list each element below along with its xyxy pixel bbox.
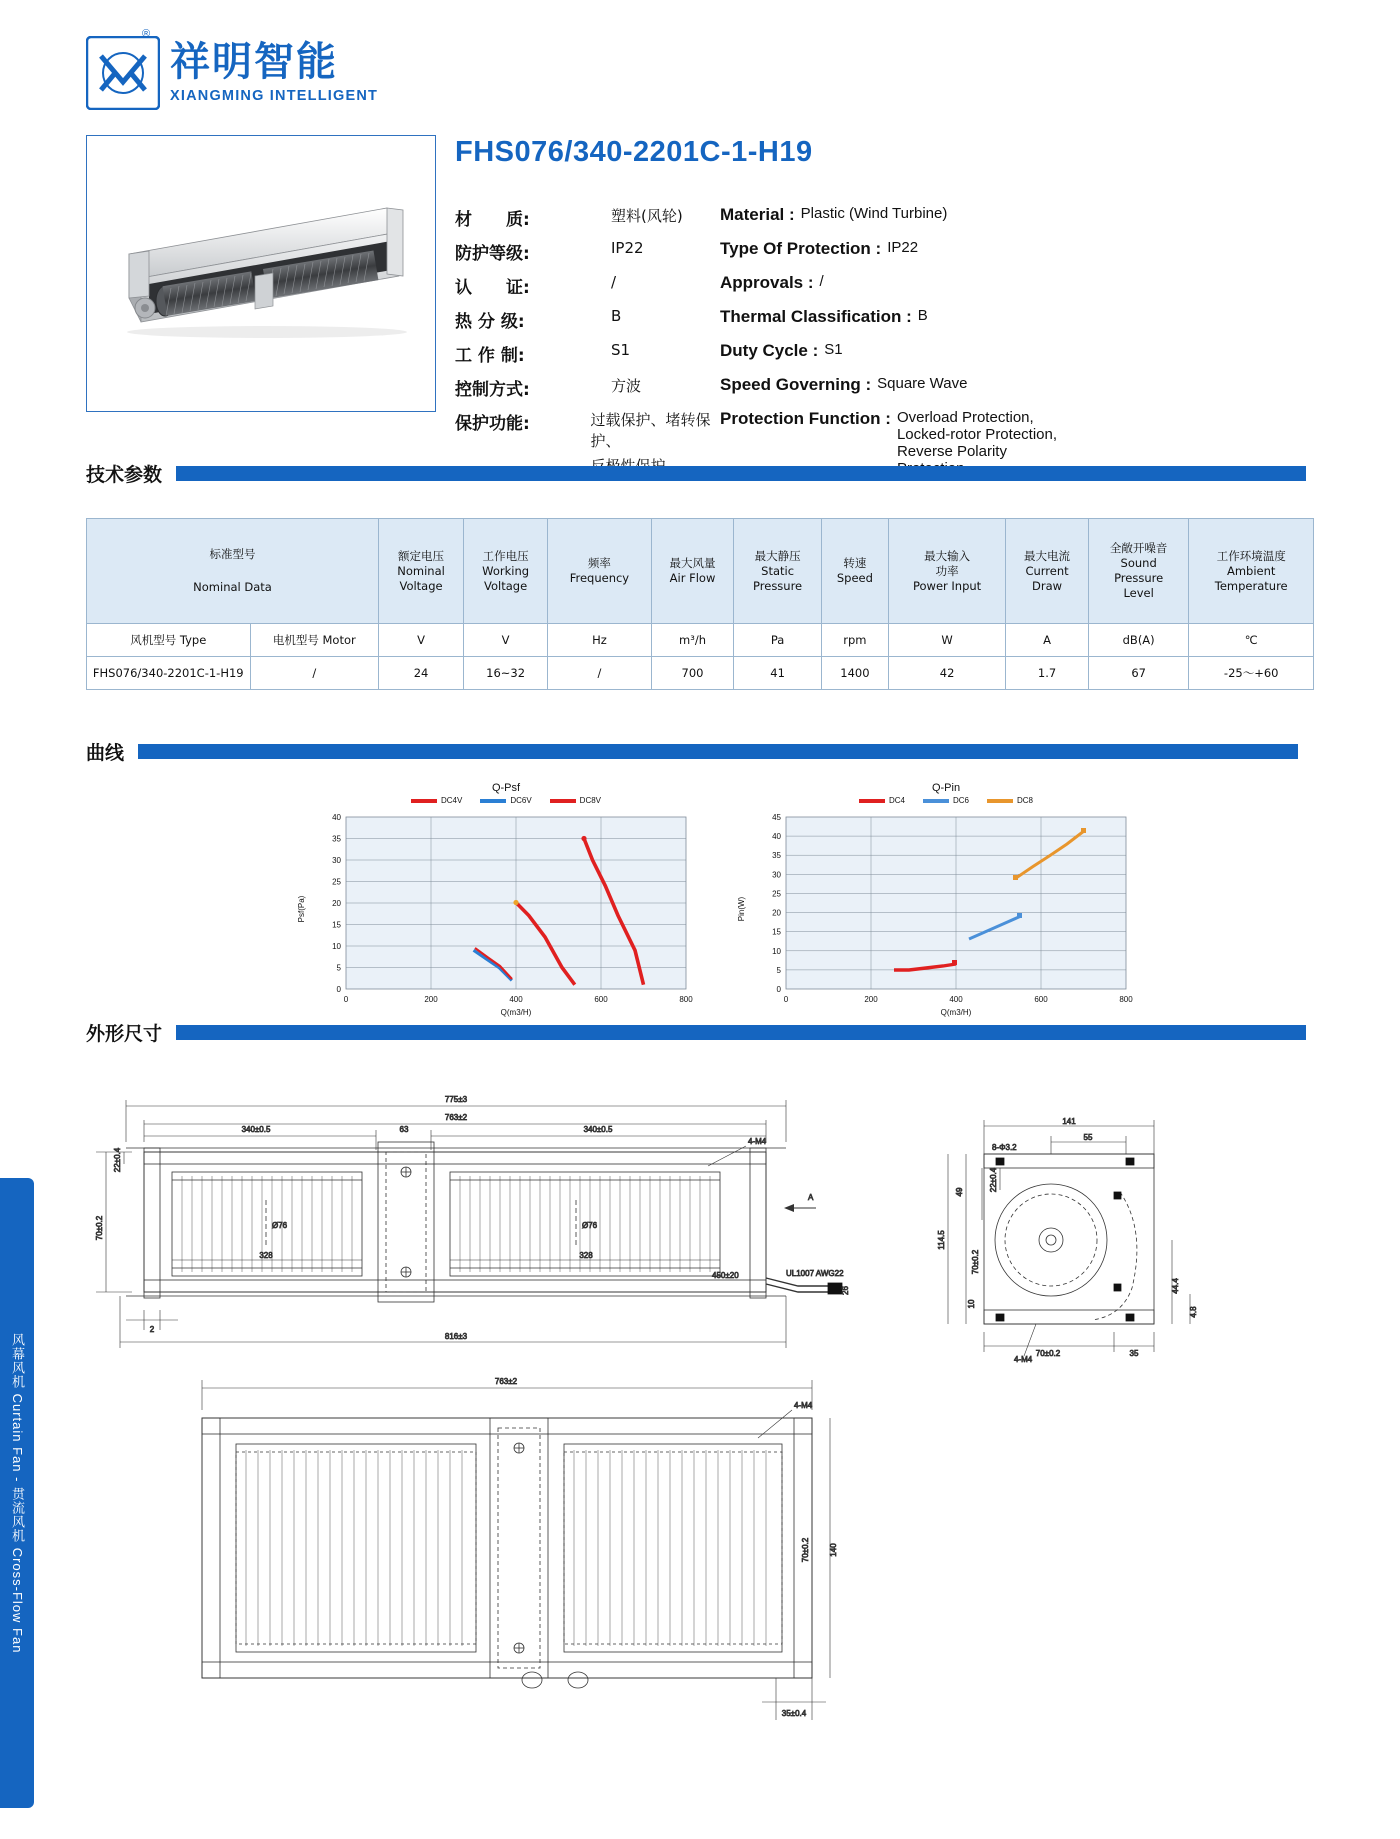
unit-cell: ℃ [1189,624,1314,657]
header-nominal-voltage [379,519,464,624]
spec-en-label: Thermal Classification : [720,307,912,326]
brand-name-cn: 祥明智能 [170,39,338,85]
cell-current-draw: 1.7 [1006,657,1089,690]
unit-cell: Hz [548,624,652,657]
svg-text:25: 25 [772,889,781,899]
side-tab [0,1178,34,1808]
spec-en-label: Material : [720,205,795,224]
svg-text:40: 40 [332,813,341,822]
spec-en-value: B [917,307,928,324]
svg-text:200: 200 [424,995,438,1004]
table-unit-row [87,624,1314,657]
spec-cn-value: 过载保护、堵转保护、 [590,411,711,450]
unit-cell: rpm [821,624,888,657]
spec-en-value-line2: Locked-rotor Protection, [896,426,1058,443]
svg-text:600: 600 [594,995,608,1004]
unit-cell: dB(A) [1088,624,1189,657]
header-en1: Nominal [397,563,445,578]
spec-en-value: S1 [824,341,843,358]
svg-text:70±0.2: 70±0.2 [95,1215,104,1241]
spec-cn-value: S1 [611,341,631,359]
unit-cell: 电机型号 Motor [250,624,378,657]
svg-text:40: 40 [772,832,781,842]
svg-text:0: 0 [343,995,349,1004]
svg-text:800: 800 [1119,995,1133,1004]
svg-text:63: 63 [399,1125,409,1134]
section-title: 技术参数 [86,464,163,486]
legend-swatch [859,799,885,803]
svg-text:10: 10 [967,1299,976,1309]
cell-type: FHS076/340-2201C-1-H19 [87,657,251,690]
legend-item [411,796,462,805]
svg-text:49: 49 [955,1187,964,1197]
header-cn: 全敞开噪音 [1109,541,1168,555]
chart-q-pin [726,782,1166,1032]
chart-title: Q-Psf [491,782,521,794]
svg-text:4.8: 4.8 [1189,1306,1198,1318]
svg-text:141: 141 [1062,1117,1076,1126]
cell-speed: 1400 [821,657,888,690]
header-cn: 工作电压 [482,548,529,563]
svg-text:20: 20 [332,899,341,908]
header-en1: Static [761,563,795,578]
spec-list [455,205,1335,486]
header-en1: Ambient [1226,563,1276,578]
svg-text:340±0.5: 340±0.5 [241,1125,271,1134]
header-air-flow [651,519,734,624]
logo-mark-icon [86,36,160,110]
svg-text:25: 25 [332,877,341,887]
svg-text:70±0.2: 70±0.2 [1035,1349,1061,1358]
section-bar [138,744,1298,759]
chart-xlabel: Q(m3/H) [500,1008,532,1017]
svg-text:44.4: 44.4 [1171,1278,1180,1294]
header-en2: Pressure [753,578,803,593]
svg-text:22±0.4: 22±0.4 [989,1167,998,1193]
tech-params-table [86,518,1314,690]
spec-row [455,273,1335,298]
page-title: FHS076/340-2201C-1-H19 [455,136,813,168]
cell-static-pressure: 41 [734,657,821,690]
svg-text:600: 600 [1034,995,1048,1004]
svg-text:763±2: 763±2 [444,1113,468,1122]
table-row [87,657,1314,690]
section-dimensions [86,1019,1314,1046]
header-cn: 标准型号 [209,547,256,561]
spec-row [455,239,1335,264]
header-sound-pressure [1088,519,1189,624]
svg-text:800: 800 [679,995,693,1004]
spec-en-value: IP22 [887,239,919,256]
spec-cn-value: 塑料(风轮) [611,207,683,225]
curve-charts [86,782,1314,1032]
legend-label: DC4 [888,796,905,805]
svg-text:22±0.4: 22±0.4 [113,1147,122,1173]
legend-item [859,796,905,805]
chart-xlabel: Q(m3/H) [940,1008,972,1017]
header-working-voltage [464,519,548,624]
header-cn2: 功率 [935,563,959,578]
header-cn: 工作环境温度 [1216,548,1286,563]
header-cn: 最大风量 [669,556,716,570]
svg-text:775±3: 775±3 [444,1095,468,1104]
side-tab-label: 风幕风机 Curtain Fan - 贯流风机 Cross-Flow Fan [10,1332,25,1654]
svg-text:30: 30 [772,870,781,880]
chart-ylabel: Psf(Pa) [297,895,306,923]
cell-ambient-temperature: -25～+60 [1189,657,1314,690]
svg-text:450±20: 450±20 [712,1271,739,1280]
legend-label: DC6V [510,796,532,805]
svg-text:35: 35 [332,834,341,844]
header-power-input [888,519,1005,624]
spec-cn-value: / [611,273,617,291]
header-en2: Draw [1032,578,1063,593]
svg-text:10: 10 [772,946,781,956]
spec-row [455,375,1335,400]
svg-text:400: 400 [949,995,963,1004]
header-ambient-temperature [1189,519,1314,624]
section-bar [176,466,1306,481]
section-tech-params [86,460,1314,487]
svg-text:114.5: 114.5 [937,1230,946,1250]
spec-cn-label: 热 分 级: [455,312,525,332]
svg-text:4-M4: 4-M4 [794,1401,813,1410]
svg-text:140: 140 [829,1543,838,1557]
svg-text:45: 45 [772,813,781,822]
header-en1: Power Input [912,578,982,593]
chart-ylabel: Pin(W) [737,896,746,922]
section-title: 曲线 [86,742,125,764]
unit-cell: 风机型号 Type [87,624,251,657]
header-speed [821,519,888,624]
chart-legend [286,796,726,805]
header-frequency [548,519,652,624]
unit-cell: A [1006,624,1089,657]
svg-text:Ø76: Ø76 [272,1221,288,1230]
legend-item [550,796,601,805]
chart-legend [726,796,1166,805]
header-en2: Pressure [1114,571,1164,585]
spec-cn-label: 工 作 制: [455,346,525,366]
unit-cell: W [888,624,1005,657]
svg-text:35: 35 [772,851,781,861]
spec-en-value: Plastic (Wind Turbine) [800,205,948,222]
cell-frequency: / [548,657,652,690]
svg-text:763±2: 763±2 [494,1377,518,1386]
svg-text:15: 15 [332,920,341,930]
header-en2: Temperature [1214,578,1288,593]
cell-motor: / [250,657,378,690]
svg-text:55: 55 [1083,1133,1093,1142]
header-en1: Working [482,563,530,578]
legend-label: DC8 [1017,796,1034,805]
chart-title: Q-Pin [931,782,961,794]
header-en3: Level [1123,586,1154,600]
spec-row [455,205,1335,230]
header-cn: 频率 [587,556,611,570]
legend-swatch [987,799,1013,803]
svg-text:A: A [808,1193,814,1202]
unit-cell: V [464,624,548,657]
spec-en-label: Approvals : [720,273,814,292]
header-static-pressure [734,519,821,624]
legend-label: DC6 [952,796,969,805]
spec-row [455,307,1335,332]
svg-text:816±3: 816±3 [444,1332,468,1341]
svg-text:340±0.5: 340±0.5 [583,1125,613,1134]
legend-swatch [550,799,576,803]
header-en1: Speed [836,571,873,585]
svg-text:2: 2 [149,1325,155,1334]
svg-text:20: 20 [772,908,781,918]
legend-item [987,796,1033,805]
svg-text:70±0.2: 70±0.2 [971,1249,980,1275]
unit-cell: m³/h [651,624,734,657]
brand-logo [86,36,378,110]
spec-cn-label: 防护等级: [455,244,530,264]
svg-text:35: 35 [1129,1349,1139,1358]
svg-text:400: 400 [509,995,523,1004]
legend-item [480,796,531,805]
legend-label: DC8V [579,796,602,805]
registered-mark: ® [142,28,151,40]
header-cn: 最大输入 [924,548,971,563]
legend-item [923,796,969,805]
spec-en-label: Speed Governing : [720,375,872,394]
spec-cn-value: IP22 [611,239,644,257]
header-en1: Sound [1120,556,1157,570]
svg-text:70±0.2: 70±0.2 [801,1537,810,1563]
cell-working-voltage: 16~32 [464,657,548,690]
svg-text:328: 328 [579,1251,593,1260]
svg-text:328: 328 [259,1251,273,1260]
spec-cn-label: 保护功能: [455,414,530,434]
header-en1: Current [1025,563,1069,578]
spec-en-label: Duty Cycle : [720,341,819,360]
section-title: 外形尺寸 [86,1023,163,1045]
svg-text:UL1007 AWG22: UL1007 AWG22 [786,1269,844,1278]
header-cn: 额定电压 [398,548,445,563]
svg-text:200: 200 [864,995,878,1004]
spec-cn-label: 认 证: [455,278,530,298]
header-current-draw [1006,519,1089,624]
spec-en-label: Protection Function : [720,409,891,428]
spec-en-value: / [819,273,824,290]
legend-swatch [480,799,506,803]
cell-sound-pressure: 67 [1088,657,1189,690]
svg-text:35±0.4: 35±0.4 [781,1709,807,1718]
chart-canvas [286,809,726,1019]
header-en2: Voltage [484,578,528,593]
svg-text:5: 5 [776,965,781,975]
svg-text:4-M4: 4-M4 [748,1137,767,1146]
svg-text:8-Φ3.2: 8-Φ3.2 [992,1143,1017,1152]
spec-en-value: Square Wave [877,375,968,392]
spec-cn-label: 控制方式: [455,380,530,400]
svg-text:15: 15 [772,927,781,937]
cell-nominal-voltage: 24 [379,657,464,690]
header-en1: Air Flow [669,571,716,585]
header-en: Nominal Data [193,580,272,594]
table-header-row [87,519,1314,624]
legend-swatch [923,799,949,803]
header-en1: Frequency [569,571,630,585]
header-cn: 转速 [843,556,867,570]
spec-en-value: Overload Protection, [896,409,1034,426]
spec-cn-value: B [611,307,622,325]
svg-text:5: 5 [336,963,341,973]
unit-cell: V [379,624,464,657]
cell-air-flow: 700 [651,657,734,690]
svg-text:10: 10 [332,942,341,951]
svg-text:0: 0 [336,985,341,994]
spec-row [455,341,1335,366]
svg-text:0: 0 [776,985,781,994]
legend-swatch [411,799,437,803]
header-cn: 最大静压 [754,548,801,563]
legend-label: DC4V [440,796,463,805]
svg-text:Ø76: Ø76 [582,1221,598,1230]
product-photo [86,135,436,412]
header-nominal-data [87,519,379,624]
brand-name-en: XIANGMING INTELLIGENT [170,88,379,104]
svg-text:26: 26 [841,1286,850,1295]
header-cn: 最大电流 [1024,548,1071,563]
unit-cell: Pa [734,624,821,657]
header-en2: Voltage [399,578,443,593]
spec-cn-value: 方波 [611,377,642,395]
svg-text:30: 30 [332,856,341,865]
chart-canvas [726,809,1166,1019]
section-curves [86,738,1314,765]
spec-en-value-line3: Reverse Polarity [896,443,1007,460]
cell-power-input: 42 [888,657,1005,690]
chart-q-psf [286,782,726,1032]
svg-text:0: 0 [783,995,789,1004]
spec-cn-label: 材 质: [455,210,530,230]
section-bar [176,1025,1306,1040]
dimension-drawings [86,1080,1314,1780]
spec-en-label: Type Of Protection : [720,239,882,258]
svg-text:4-M4: 4-M4 [1014,1355,1033,1364]
